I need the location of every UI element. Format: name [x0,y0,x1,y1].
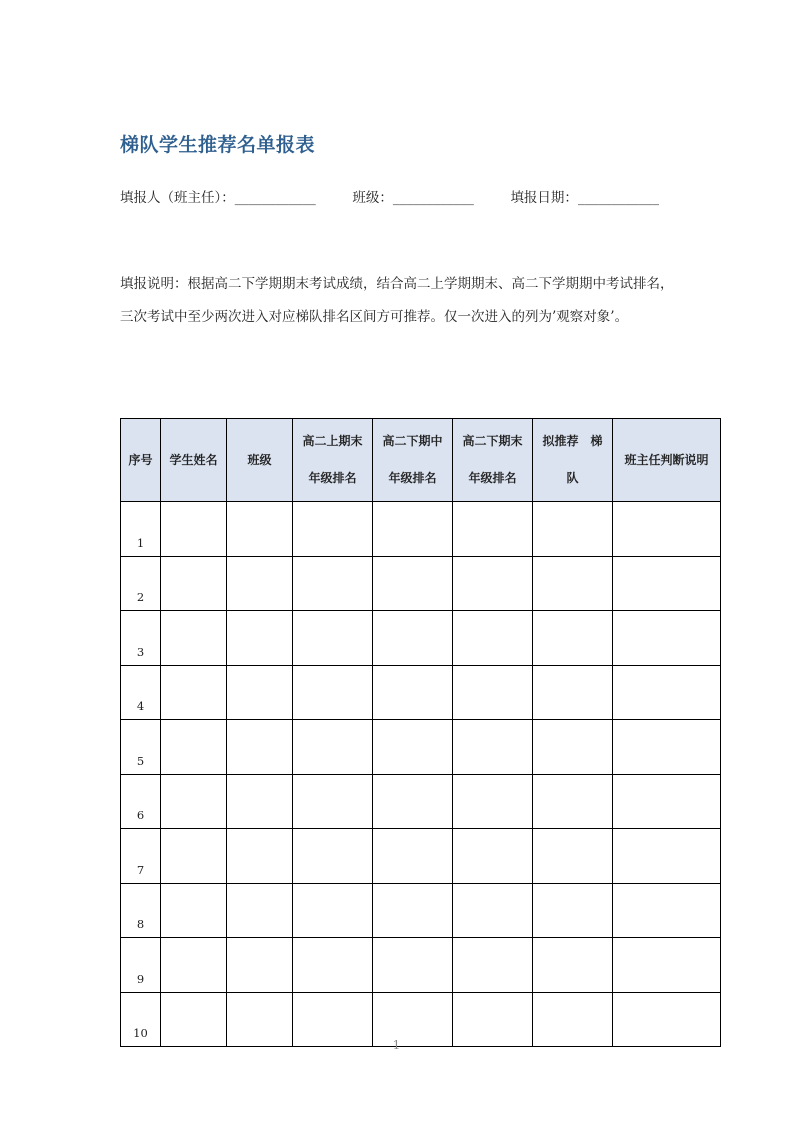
cell-rank-g2-second-final[interactable] [453,938,533,993]
cell-class[interactable] [227,883,293,938]
header-teacher-remark: 班主任判断说明 [613,419,721,502]
cell-student-name[interactable] [161,665,227,720]
table-body [121,502,721,1047]
header-recommended-tier [533,419,613,502]
cell-recommended-tier[interactable] [533,556,613,611]
header-student-name: 学生姓名 [161,419,227,502]
header-index: 序号 [121,419,161,502]
cell-rank-g2-second-mid[interactable] [373,774,453,829]
cell-rank-g2-second-mid[interactable] [373,829,453,884]
cell-recommended-tier[interactable] [533,774,613,829]
cell-rank-g2-second-mid[interactable] [373,883,453,938]
cell-rank-g2-second-final[interactable] [453,665,533,720]
row-index: 8 [121,883,161,938]
header-rank-g2-second-mid [373,419,453,502]
cell-class[interactable] [227,611,293,666]
cell-recommended-tier[interactable] [533,720,613,775]
row-index: 4 [121,665,161,720]
date-blank[interactable]: ____________ [577,190,659,206]
cell-rank-g2-second-final[interactable] [453,774,533,829]
cell-student-name[interactable] [161,829,227,884]
recommendation-table [120,418,721,1047]
cell-rank-g2-second-mid[interactable] [373,938,453,993]
header-line: 拟推荐 梯 [542,434,603,448]
header-line: 年级排名 [468,471,517,485]
class-blank[interactable]: ____________ [392,190,474,206]
row-index: 2 [121,556,161,611]
cell-student-name[interactable] [161,502,227,557]
table-row [121,720,721,775]
row-index: 7 [121,829,161,884]
cell-rank-g2-first-final[interactable] [293,611,373,666]
cell-rank-g2-first-final[interactable] [293,502,373,557]
table-row [121,665,721,720]
header-line: 年级排名 [308,471,357,485]
cell-teacher-remark[interactable] [613,611,721,666]
cell-teacher-remark[interactable] [613,720,721,775]
header-line: 年级排名 [388,471,437,485]
header-line: 高二上期末 [302,434,363,448]
header-rank-g2-second-final [453,419,533,502]
instructions: 填报说明：根据高二下学期期末考试成绩，结合高二上学期期末、高二下学期期中考试排名，三次考试中至少两次进入对应梯队排名区间方可推荐。仅一次进入的列为’观察对象’。 [120,276,674,325]
page-title: 梯队学生推荐名单报表 [120,134,316,156]
table-row [121,938,721,993]
cell-class[interactable] [227,774,293,829]
cell-rank-g2-second-mid[interactable] [373,502,453,557]
cell-class[interactable] [227,938,293,993]
row-index: 9 [121,938,161,993]
cell-rank-g2-second-final[interactable] [453,556,533,611]
cell-teacher-remark[interactable] [613,883,721,938]
cell-rank-g2-second-final[interactable] [453,829,533,884]
table-header-row [121,419,721,502]
row-index: 1 [121,502,161,557]
date-label: 填报日期： [510,190,578,206]
table-row [121,774,721,829]
page-number: 1 [392,1038,401,1052]
header-line: 队 [566,471,579,485]
cell-recommended-tier[interactable] [533,829,613,884]
row-index: 6 [121,774,161,829]
header-line: 高二下期末 [462,434,523,448]
cell-rank-g2-second-mid[interactable] [373,556,453,611]
cell-recommended-tier[interactable] [533,502,613,557]
cell-rank-g2-second-mid[interactable] [373,720,453,775]
cell-rank-g2-second-mid[interactable] [373,665,453,720]
cell-rank-g2-second-final[interactable] [453,611,533,666]
reporter-label: 填报人（班主任）： [120,190,235,206]
cell-recommended-tier[interactable] [533,611,613,666]
cell-class[interactable] [227,665,293,720]
cell-rank-g2-first-final[interactable] [293,665,373,720]
cell-teacher-remark[interactable] [613,829,721,884]
cell-rank-g2-first-final[interactable] [293,938,373,993]
cell-rank-g2-first-final[interactable] [293,720,373,775]
row-index: 10 [121,992,161,1047]
table-row [121,829,721,884]
cell-rank-g2-first-final[interactable] [293,556,373,611]
cell-student-name[interactable] [161,938,227,993]
header-line: 高二下期中 [382,434,443,448]
header-rank-g2-first-final [293,419,373,502]
cell-recommended-tier[interactable] [533,883,613,938]
table-row [121,556,721,611]
cell-teacher-remark[interactable] [613,502,721,557]
table-row [121,611,721,666]
row-index: 5 [121,720,161,775]
reporter-blank[interactable]: ____________ [234,190,316,206]
cell-teacher-remark[interactable] [613,665,721,720]
cell-rank-g2-first-final[interactable] [293,829,373,884]
cell-class[interactable] [227,502,293,557]
cell-rank-g2-second-final[interactable] [453,883,533,938]
cell-teacher-remark[interactable] [613,556,721,611]
table-row [121,883,721,938]
cell-rank-g2-first-final[interactable] [293,883,373,938]
class-label: 班级： [352,190,393,206]
cell-rank-g2-first-final[interactable] [293,774,373,829]
cell-class[interactable] [227,720,293,775]
report-meta [120,186,659,206]
cell-teacher-remark[interactable] [613,774,721,829]
cell-rank-g2-second-mid[interactable] [373,611,453,666]
cell-rank-g2-second-final[interactable] [453,720,533,775]
cell-student-name[interactable] [161,774,227,829]
cell-student-name[interactable] [161,720,227,775]
cell-student-name[interactable] [161,883,227,938]
cell-student-name[interactable] [161,556,227,611]
cell-rank-g2-second-final[interactable] [453,502,533,557]
row-index: 3 [121,611,161,666]
cell-recommended-tier[interactable] [533,938,613,993]
cell-class[interactable] [227,829,293,884]
cell-recommended-tier[interactable] [533,665,613,720]
cell-student-name[interactable] [161,611,227,666]
table-row [121,502,721,557]
cell-teacher-remark[interactable] [613,938,721,993]
cell-class[interactable] [227,556,293,611]
header-class: 班级 [227,419,293,502]
